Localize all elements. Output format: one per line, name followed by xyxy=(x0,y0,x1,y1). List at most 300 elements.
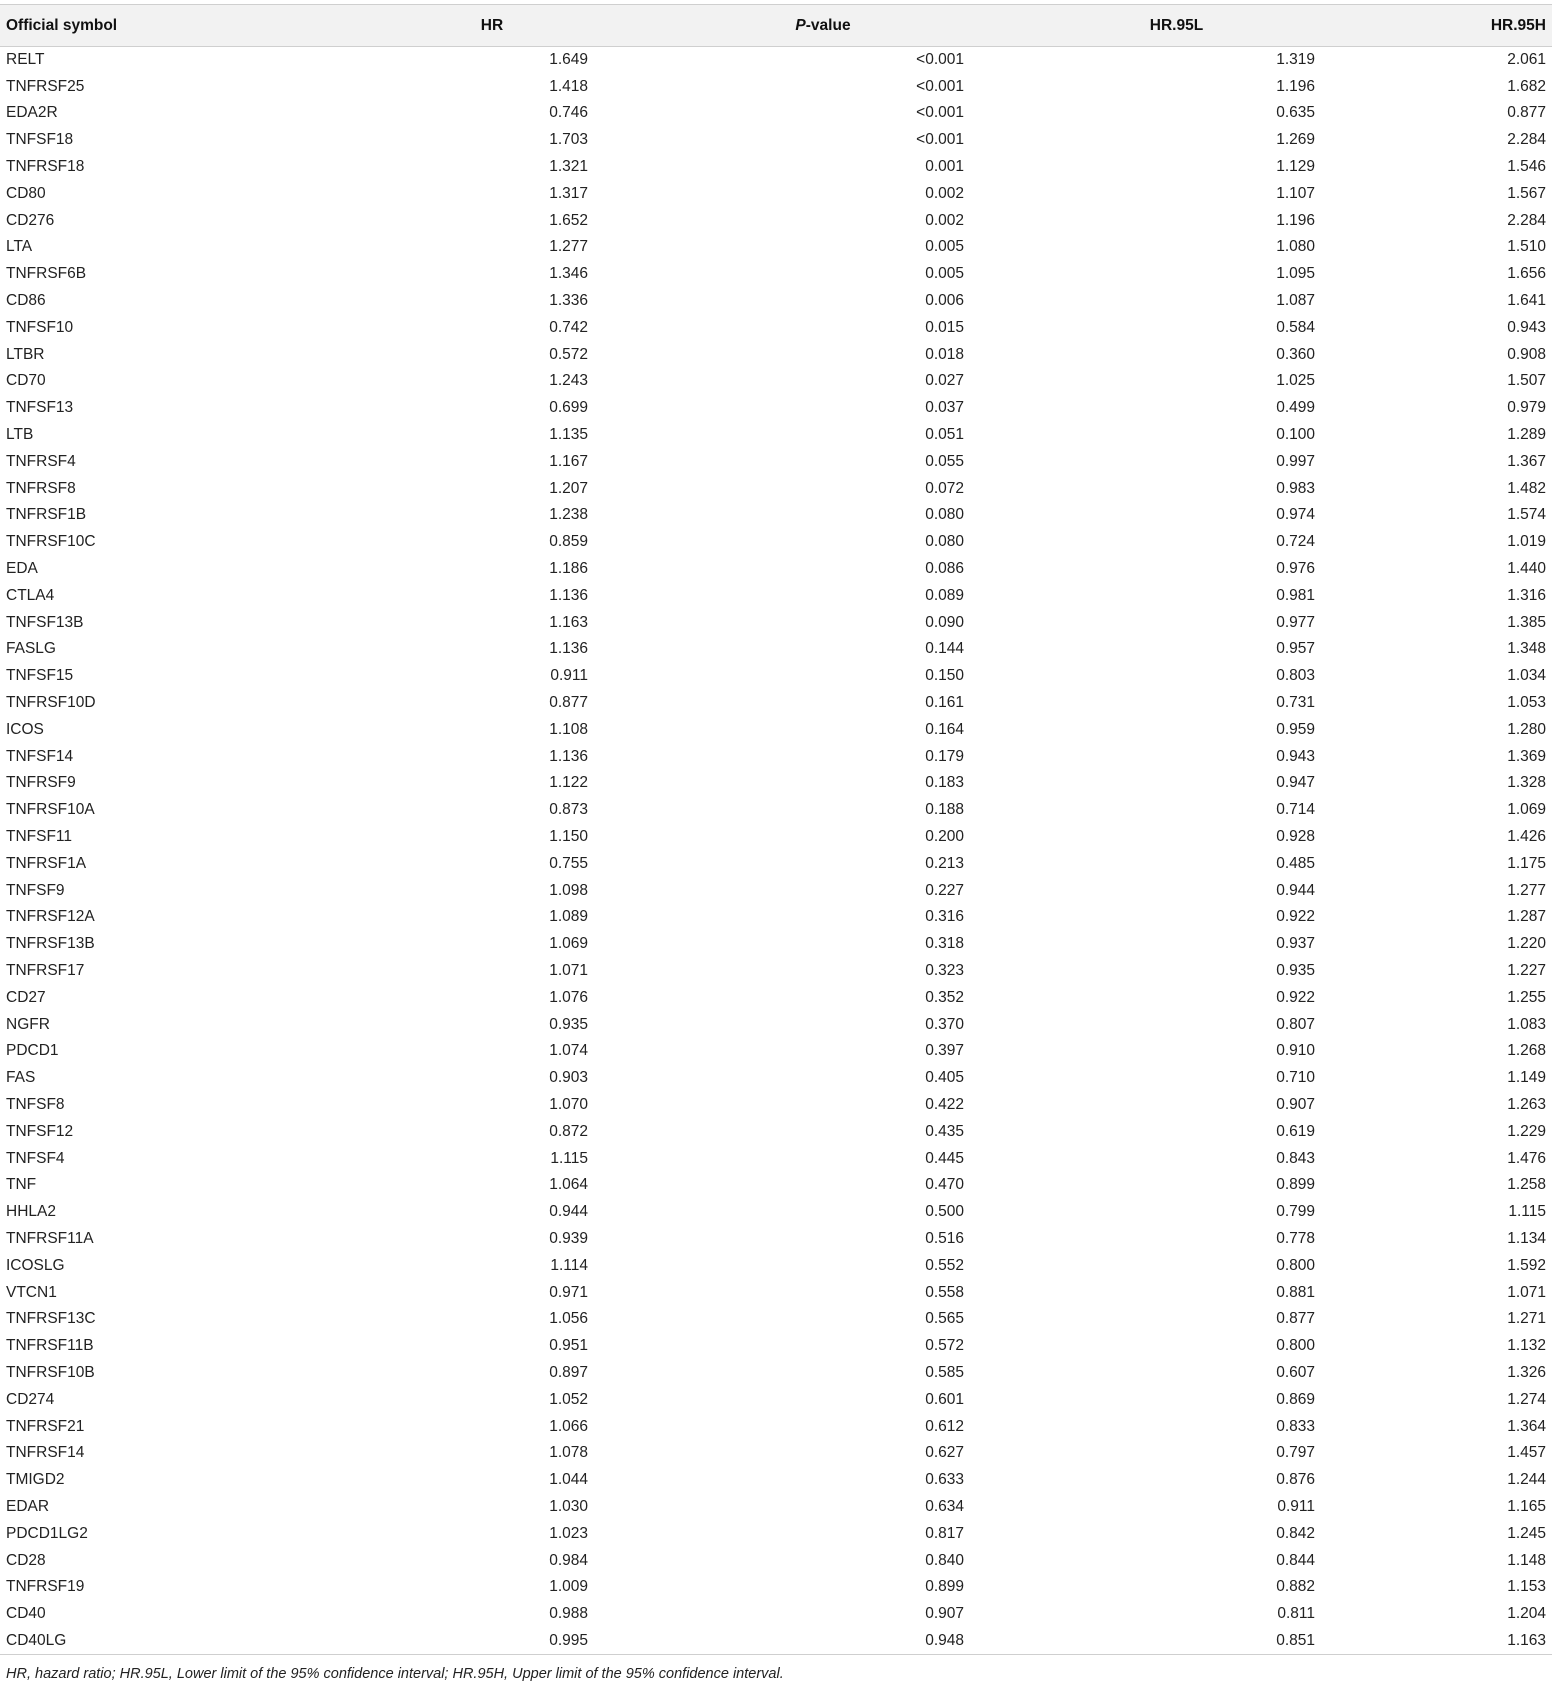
table-row xyxy=(0,448,1552,475)
cell-hr: 0.951 xyxy=(549,1337,588,1355)
table-row xyxy=(0,1520,1552,1547)
cell-hr95l: 0.944 xyxy=(1276,881,1315,899)
table-row xyxy=(0,314,1552,341)
cell-hr95h: 1.574 xyxy=(1507,506,1546,524)
table-row xyxy=(0,904,1552,931)
cell-p-value: 0.907 xyxy=(925,1605,964,1623)
table-row xyxy=(0,958,1552,985)
cell-p-value: 0.572 xyxy=(925,1337,964,1355)
cell-hr95l: 0.485 xyxy=(1276,854,1315,872)
cell-hr95h: 0.943 xyxy=(1507,318,1546,336)
cell-p-value: 0.585 xyxy=(925,1363,964,1381)
cell-p-value: 0.037 xyxy=(925,399,964,417)
cell-hr95h: 2.284 xyxy=(1507,131,1546,149)
table-body xyxy=(0,47,1552,1655)
table-row xyxy=(0,502,1552,529)
table-row xyxy=(0,824,1552,851)
cell-official-symbol: TNFRSF10D xyxy=(6,694,96,712)
cell-hr95h: 1.426 xyxy=(1507,828,1546,845)
cell-official-symbol: TNFRSF14 xyxy=(6,1444,85,1462)
cell-official-symbol: CD86 xyxy=(6,292,46,310)
cell-hr95l: 0.778 xyxy=(1276,1229,1315,1247)
cell-hr: 1.098 xyxy=(549,881,588,899)
cell-p-value: 0.565 xyxy=(925,1310,964,1328)
cell-p-value: 0.634 xyxy=(925,1497,964,1515)
cell-p-value: 0.051 xyxy=(925,426,964,444)
cell-p-value: 0.633 xyxy=(925,1471,964,1489)
table-row xyxy=(0,690,1552,717)
table-row xyxy=(0,1547,1552,1574)
cell-p-value: 0.001 xyxy=(925,158,964,176)
cell-hr: 1.238 xyxy=(549,506,588,524)
cell-p-value: 0.183 xyxy=(925,774,964,792)
cell-p-value: <0.001 xyxy=(916,131,964,149)
cell-hr: 0.935 xyxy=(549,1015,588,1033)
cell-hr95h: 1.271 xyxy=(1507,1310,1546,1328)
cell-hr: 1.321 xyxy=(549,158,588,176)
cell-official-symbol: LTB xyxy=(6,426,34,444)
table-footnote: HR, hazard ratio; HR.95L, Lower limit of the 95% confidence interval; HR.95H, Upper limit of the 95% confidence interval. xyxy=(6,1666,784,1682)
cell-hr95l: 0.833 xyxy=(1276,1417,1315,1435)
table-row xyxy=(0,984,1552,1011)
table-row xyxy=(0,127,1552,154)
cell-p-value: 0.948 xyxy=(588,1628,964,1655)
cell-official-symbol: TNFRSF21 xyxy=(6,1417,85,1435)
cell-hr95h: 1.148 xyxy=(1507,1551,1546,1569)
cell-p-value: 0.080 xyxy=(925,533,964,551)
cell-official-symbol: CD28 xyxy=(6,1551,46,1569)
header-p-letter: P xyxy=(795,16,806,34)
cell-hr: 1.703 xyxy=(549,131,588,149)
cell-official-symbol: HHLA2 xyxy=(6,1203,56,1221)
cell-hr95h: 1.280 xyxy=(1507,720,1546,738)
cell-hr95l: 0.499 xyxy=(1276,399,1315,417)
cell-official-symbol: ICOS xyxy=(6,720,44,738)
table-row xyxy=(0,1386,1552,1413)
cell-hr95l: 0.843 xyxy=(1276,1149,1315,1167)
cell-p-value: 0.445 xyxy=(925,1149,964,1167)
cell-p-value: 0.015 xyxy=(925,318,964,336)
cell-official-symbol: TNFRSF11A xyxy=(6,1229,94,1247)
cell-hr: 1.074 xyxy=(549,1042,588,1060)
cell-p-value: 0.080 xyxy=(925,506,964,524)
cell-p-value: 0.516 xyxy=(925,1229,964,1247)
cell-hr: 0.911 xyxy=(550,667,588,685)
cell-official-symbol: TNF xyxy=(6,1176,37,1194)
table-row xyxy=(0,288,1552,315)
cell-official-symbol: TNFRSF9 xyxy=(6,774,76,792)
cell-official-symbol: ICOSLG xyxy=(6,1256,65,1274)
cell-official-symbol: TNFSF4 xyxy=(6,1149,65,1167)
cell-official-symbol: EDA xyxy=(6,560,38,578)
table-row xyxy=(0,1413,1552,1440)
cell-hr95h: 1.567 xyxy=(1507,184,1546,202)
cell-hr95l: 1.107 xyxy=(1276,184,1315,202)
cell-official-symbol: LTBR xyxy=(6,345,45,363)
cell-hr95l: 0.635 xyxy=(1276,104,1315,122)
header-hr: HR xyxy=(272,5,588,47)
cell-hr: 1.136 xyxy=(549,586,588,604)
cell-hr: 0.859 xyxy=(549,533,588,551)
cell-hr: 0.742 xyxy=(549,318,588,336)
cell-official-symbol: TNFSF10 xyxy=(6,318,74,336)
cell-official-symbol: TNFRSF12A xyxy=(6,908,95,926)
cell-hr: 1.649 xyxy=(549,51,588,69)
cell-hr: 1.186 xyxy=(549,560,588,578)
cell-hr: 1.150 xyxy=(549,828,588,845)
cell-hr: 1.167 xyxy=(549,452,588,470)
table-row xyxy=(0,850,1552,877)
cell-hr95h: 1.268 xyxy=(1507,1042,1546,1060)
cell-hr95l: 0.876 xyxy=(1276,1471,1315,1489)
cell-hr95l: 1.129 xyxy=(1276,158,1315,176)
cell-hr: 1.052 xyxy=(549,1390,588,1408)
table-row xyxy=(0,1601,1552,1628)
table-row xyxy=(0,877,1552,904)
cell-hr95h: 1.115 xyxy=(1508,1203,1546,1221)
cell-p-value: <0.001 xyxy=(916,51,964,69)
cell-hr: 0.572 xyxy=(549,345,588,363)
cell-hr95l: 0.851 xyxy=(964,1628,1315,1655)
cell-hr95l: 0.800 xyxy=(1276,1256,1315,1274)
cell-p-value: 0.089 xyxy=(925,586,964,604)
cell-hr95l: 0.907 xyxy=(1276,1095,1315,1113)
cell-hr: 1.030 xyxy=(549,1497,588,1515)
cell-hr95h: 1.220 xyxy=(1507,935,1546,953)
cell-hr95l: 1.087 xyxy=(1276,292,1315,310)
cell-official-symbol: TNFSF12 xyxy=(6,1122,74,1140)
cell-official-symbol: TNFSF18 xyxy=(6,131,74,149)
cell-official-symbol: CD40LG xyxy=(0,1628,272,1655)
cell-official-symbol: PDCD1 xyxy=(6,1042,59,1060)
cell-hr95h: 1.440 xyxy=(1507,560,1546,578)
table-row xyxy=(0,475,1552,502)
cell-official-symbol: TNFRSF1A xyxy=(6,854,87,872)
cell-hr95h: 1.165 xyxy=(1507,1497,1546,1515)
header-row xyxy=(0,5,1552,47)
cell-hr95h: 1.507 xyxy=(1507,372,1546,390)
cell-hr95h: 0.979 xyxy=(1507,399,1546,417)
cell-hr: 0.699 xyxy=(549,399,588,417)
cell-hr95h: 0.908 xyxy=(1507,345,1546,363)
cell-hr: 1.163 xyxy=(549,613,588,631)
cell-hr95l: 0.100 xyxy=(1276,426,1315,444)
cell-hr95l: 0.799 xyxy=(1276,1203,1315,1221)
cell-hr95l: 0.797 xyxy=(1276,1444,1315,1462)
cell-p-value: 0.316 xyxy=(925,908,964,926)
cell-official-symbol: TNFRSF13B xyxy=(6,935,95,953)
cell-hr95h: 2.061 xyxy=(1507,51,1546,69)
cell-hr95l: 1.080 xyxy=(1276,238,1315,256)
header-p-value xyxy=(588,5,964,47)
cell-hr95l: 0.977 xyxy=(1276,613,1315,631)
cell-hr: 1.070 xyxy=(549,1095,588,1113)
table-row xyxy=(0,1494,1552,1521)
cell-hr: 1.076 xyxy=(549,988,588,1006)
cell-official-symbol: FASLG xyxy=(6,640,56,658)
cell-official-symbol: TNFSF13 xyxy=(6,399,74,417)
cell-hr: 1.418 xyxy=(549,77,588,95)
cell-hr: 1.069 xyxy=(549,935,588,953)
table-row xyxy=(0,207,1552,234)
cell-hr95h: 0.877 xyxy=(1507,104,1546,122)
cell-official-symbol: TNFSF14 xyxy=(6,747,74,765)
cell-hr95h: 1.204 xyxy=(1507,1605,1546,1623)
cell-hr95h: 1.132 xyxy=(1507,1337,1546,1355)
cell-p-value: 0.027 xyxy=(925,372,964,390)
table-row xyxy=(0,73,1552,100)
cell-hr95h: 1.287 xyxy=(1507,908,1546,926)
cell-hr: 0.873 xyxy=(549,801,588,819)
cell-hr95h: 1.263 xyxy=(1507,1095,1546,1113)
cell-hr95h: 1.364 xyxy=(1507,1417,1546,1435)
cell-hr95h: 1.656 xyxy=(1507,265,1546,283)
table-row xyxy=(0,1172,1552,1199)
cell-official-symbol: TNFRSF1B xyxy=(6,506,87,524)
cell-hr95l: 1.025 xyxy=(1276,372,1315,390)
cell-hr95h: 1.510 xyxy=(1507,238,1546,256)
cell-official-symbol: TNFRSF13C xyxy=(6,1310,96,1328)
table-row xyxy=(0,556,1552,583)
cell-p-value: 0.179 xyxy=(925,747,964,765)
cell-hr95l: 0.360 xyxy=(1276,345,1315,363)
cell-p-value: 0.612 xyxy=(925,1417,964,1435)
cell-hr95h: 1.071 xyxy=(1507,1283,1546,1301)
cell-hr: 1.078 xyxy=(549,1444,588,1462)
cell-hr95h: 1.482 xyxy=(1507,479,1546,497)
table-row xyxy=(0,1199,1552,1226)
cell-p-value: 0.817 xyxy=(925,1524,964,1542)
cell-hr95h: 1.163 xyxy=(1315,1628,1552,1655)
cell-hr95l: 1.196 xyxy=(1276,211,1315,229)
table-row xyxy=(0,1038,1552,1065)
cell-hr: 1.122 xyxy=(549,774,588,792)
table-row xyxy=(0,1574,1552,1601)
cell-official-symbol: TNFRSF19 xyxy=(6,1578,85,1596)
table-row xyxy=(0,395,1552,422)
cell-p-value: 0.840 xyxy=(925,1551,964,1569)
cell-hr95l: 0.811 xyxy=(1277,1605,1315,1623)
cell-p-value: 0.086 xyxy=(925,560,964,578)
cell-p-value: 0.200 xyxy=(925,828,964,845)
cell-hr95h: 1.255 xyxy=(1507,988,1546,1006)
cell-p-value: 0.144 xyxy=(925,640,964,658)
cell-hr: 0.939 xyxy=(549,1229,588,1247)
table-row xyxy=(0,529,1552,556)
cell-hr95l: 0.881 xyxy=(1276,1283,1315,1301)
hazard-ratio-table xyxy=(0,4,1552,1655)
cell-hr: 0.971 xyxy=(549,1283,588,1301)
table-row xyxy=(0,609,1552,636)
cell-hr: 1.066 xyxy=(549,1417,588,1435)
cell-hr95l: 0.584 xyxy=(1276,318,1315,336)
cell-hr: 1.336 xyxy=(549,292,588,310)
cell-hr: 0.746 xyxy=(549,104,588,122)
cell-official-symbol: TNFSF9 xyxy=(6,881,65,899)
cell-hr95l: 0.976 xyxy=(1276,560,1315,578)
cell-hr95l: 0.935 xyxy=(1276,961,1315,979)
cell-hr95l: 0.983 xyxy=(1276,479,1315,497)
table-row xyxy=(0,180,1552,207)
cell-hr95h: 1.244 xyxy=(1507,1471,1546,1489)
cell-hr95h: 1.019 xyxy=(1507,533,1546,551)
cell-p-value: 0.352 xyxy=(925,988,964,1006)
cell-p-value: 0.323 xyxy=(925,961,964,979)
cell-hr95l: 0.844 xyxy=(1276,1551,1315,1569)
cell-official-symbol: TNFRSF25 xyxy=(6,77,85,95)
cell-p-value: 0.627 xyxy=(925,1444,964,1462)
cell-hr95l: 0.607 xyxy=(1276,1363,1315,1381)
cell-official-symbol: TNFRSF17 xyxy=(6,961,85,979)
table-row xyxy=(0,1279,1552,1306)
table-row xyxy=(0,261,1552,288)
cell-p-value: <0.001 xyxy=(916,77,964,95)
table-row xyxy=(0,582,1552,609)
cell-hr95l: 0.710 xyxy=(1276,1069,1315,1087)
cell-hr95h: 1.546 xyxy=(1507,158,1546,176)
cell-hr: 1.243 xyxy=(549,372,588,390)
cell-hr: 1.114 xyxy=(550,1256,588,1274)
cell-hr95h: 1.153 xyxy=(1507,1578,1546,1596)
table-row xyxy=(0,1011,1552,1038)
cell-hr95h: 1.682 xyxy=(1507,77,1546,95)
table-row xyxy=(0,1092,1552,1119)
cell-official-symbol: CD70 xyxy=(6,372,46,390)
cell-hr: 0.988 xyxy=(549,1605,588,1623)
cell-p-value: 0.002 xyxy=(925,184,964,202)
cell-hr95l: 1.319 xyxy=(1276,51,1315,69)
table-row xyxy=(0,1628,1552,1655)
cell-p-value: 0.397 xyxy=(925,1042,964,1060)
cell-hr: 0.995 xyxy=(272,1628,588,1655)
cell-hr: 0.755 xyxy=(549,854,588,872)
cell-hr95l: 0.943 xyxy=(1276,747,1315,765)
cell-p-value: 0.005 xyxy=(925,265,964,283)
cell-hr: 1.277 xyxy=(549,238,588,256)
cell-official-symbol: LTA xyxy=(6,238,33,256)
cell-hr95h: 1.316 xyxy=(1507,586,1546,604)
cell-hr95h: 2.284 xyxy=(1507,211,1546,229)
cell-p-value: 0.188 xyxy=(925,801,964,819)
cell-hr95l: 0.922 xyxy=(1276,908,1315,926)
table-row xyxy=(0,100,1552,127)
cell-hr95h: 1.367 xyxy=(1507,452,1546,470)
cell-hr95l: 0.877 xyxy=(1276,1310,1315,1328)
cell-official-symbol: VTCN1 xyxy=(6,1283,57,1301)
cell-official-symbol: EDA2R xyxy=(6,104,58,122)
table-row xyxy=(0,1252,1552,1279)
cell-p-value: 0.435 xyxy=(925,1122,964,1140)
table-row xyxy=(0,154,1552,181)
cell-p-value: 0.370 xyxy=(925,1015,964,1033)
cell-p-value: 0.072 xyxy=(925,479,964,497)
cell-official-symbol: CD80 xyxy=(6,184,46,202)
cell-hr: 0.903 xyxy=(549,1069,588,1087)
cell-hr: 0.897 xyxy=(549,1363,588,1381)
cell-hr95l: 0.724 xyxy=(1276,533,1315,551)
cell-hr: 1.135 xyxy=(549,426,588,444)
header-official-symbol: Official symbol xyxy=(0,5,272,47)
cell-hr95h: 1.134 xyxy=(1507,1229,1546,1247)
table-row xyxy=(0,341,1552,368)
cell-hr95h: 1.326 xyxy=(1507,1363,1546,1381)
cell-p-value: 0.422 xyxy=(925,1095,964,1113)
table-row xyxy=(0,931,1552,958)
cell-hr95l: 0.981 xyxy=(1276,586,1315,604)
cell-official-symbol: PDCD1LG2 xyxy=(6,1524,88,1542)
cell-p-value: 0.002 xyxy=(925,211,964,229)
table-row xyxy=(0,716,1552,743)
cell-official-symbol: NGFR xyxy=(6,1015,50,1033)
cell-hr: 1.346 xyxy=(549,265,588,283)
cell-hr95l: 0.807 xyxy=(1276,1015,1315,1033)
cell-p-value: 0.150 xyxy=(925,667,964,685)
cell-hr95l: 1.196 xyxy=(1276,77,1315,95)
cell-official-symbol: TNFSF8 xyxy=(6,1095,65,1113)
table-row xyxy=(0,422,1552,449)
cell-hr95h: 1.348 xyxy=(1507,640,1546,658)
cell-hr95l: 0.928 xyxy=(1276,828,1315,845)
cell-hr95h: 1.385 xyxy=(1507,613,1546,631)
cell-official-symbol: TNFSF13B xyxy=(6,613,84,631)
cell-hr95h: 1.083 xyxy=(1507,1015,1546,1033)
cell-hr95h: 1.034 xyxy=(1507,667,1546,685)
cell-hr95l: 0.997 xyxy=(1276,452,1315,470)
table-row xyxy=(0,743,1552,770)
cell-p-value: 0.552 xyxy=(925,1256,964,1274)
cell-hr: 1.136 xyxy=(549,747,588,765)
cell-hr95l: 0.957 xyxy=(1276,640,1315,658)
cell-official-symbol: CD40 xyxy=(6,1605,46,1623)
cell-hr95l: 0.714 xyxy=(1276,801,1315,819)
cell-hr95h: 1.245 xyxy=(1507,1524,1546,1542)
cell-p-value: 0.161 xyxy=(925,694,964,712)
cell-official-symbol: CD274 xyxy=(6,1390,55,1408)
cell-p-value: 0.005 xyxy=(925,238,964,256)
cell-hr: 0.944 xyxy=(549,1203,588,1221)
table-row xyxy=(0,1333,1552,1360)
cell-hr95h: 1.227 xyxy=(1507,961,1546,979)
cell-hr: 0.984 xyxy=(549,1551,588,1569)
cell-hr95l: 1.095 xyxy=(1276,265,1315,283)
cell-hr95h: 1.274 xyxy=(1507,1390,1546,1408)
cell-hr95l: 0.803 xyxy=(1276,667,1315,685)
cell-hr95h: 1.592 xyxy=(1507,1256,1546,1274)
cell-hr: 1.023 xyxy=(549,1524,588,1542)
cell-official-symbol: TNFRSF11B xyxy=(6,1337,94,1355)
table-row xyxy=(0,1226,1552,1253)
cell-hr95l: 0.869 xyxy=(1276,1390,1315,1408)
cell-hr95l: 0.911 xyxy=(1277,1497,1315,1515)
cell-hr95l: 0.882 xyxy=(1276,1578,1315,1596)
table-row xyxy=(0,636,1552,663)
cell-official-symbol: TNFSF11 xyxy=(6,828,73,845)
cell-official-symbol: TNFRSF10C xyxy=(6,533,96,551)
cell-p-value: 0.601 xyxy=(925,1390,964,1408)
cell-official-symbol: TNFRSF8 xyxy=(6,479,76,497)
cell-p-value: 0.405 xyxy=(925,1069,964,1087)
table-row xyxy=(0,1306,1552,1333)
cell-hr: 0.872 xyxy=(549,1122,588,1140)
cell-official-symbol: TMIGD2 xyxy=(6,1471,65,1489)
cell-hr: 1.108 xyxy=(549,720,588,738)
header-p-suffix: -value xyxy=(805,16,851,34)
cell-hr95h: 1.175 xyxy=(1507,854,1546,872)
cell-p-value: <0.001 xyxy=(916,104,964,122)
cell-hr95h: 1.369 xyxy=(1507,747,1546,765)
cell-hr95l: 0.974 xyxy=(1276,506,1315,524)
cell-official-symbol: TNFSF15 xyxy=(6,667,74,685)
